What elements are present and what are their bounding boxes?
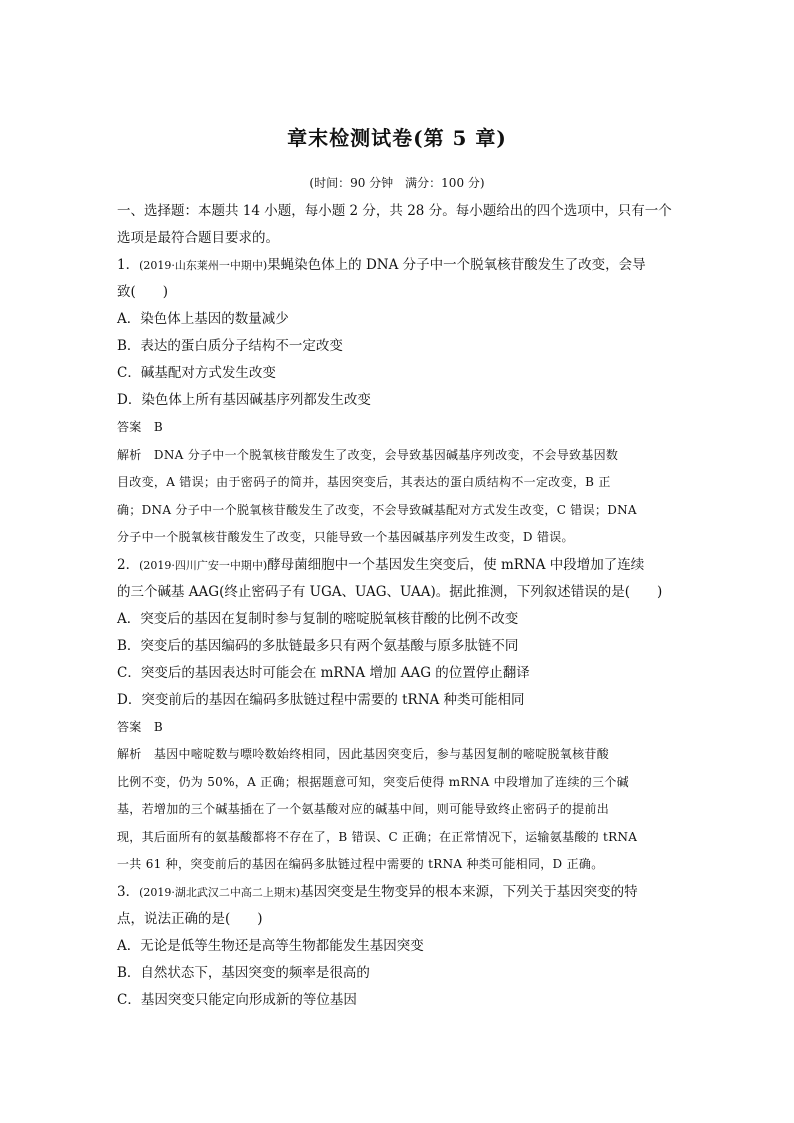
question-2-analysis-line-2: 比例不变，仍为 50%，A 正确；根据题意可知，突变后使得 mRNA 中段增加了连续的三个碱 [117, 774, 629, 789]
question-2-analysis-line-5: 一共 61 种，突变前后的基因在编码多肽链过程中需要的 tRNA 种类可能相同，D 正确。 [117, 857, 604, 871]
question-2-analysis-line-3: 基，若增加的三个碱基插在了一个氨基酸对应的碱基中间，则可能导致终止密码子的提前出 [117, 802, 610, 816]
question-1-analysis-line-2: 目改变，A 错误；由于密码子的简并，基因突变后，其表达的蛋白质结构不一定改变，B 正 [117, 475, 611, 489]
question-source: (2019·山东莱州一中期中) [139, 259, 268, 272]
exam-time-score: (时间：90 分钟 满分：100 分) [309, 176, 485, 190]
question-2-option-a: A．突变后的基因在复制时参与复制的嘧啶脱氧核苷酸的比例不改变 [117, 610, 519, 627]
question-1-option-d: D．染色体上所有基因碱基序列都发生改变 [117, 392, 371, 408]
question-1-stem-line-2: 致( ) [117, 284, 169, 300]
question-number: 1． [117, 257, 140, 273]
question-1-option-a: A．染色体上基因的数量减少 [117, 311, 289, 327]
question-2-answer: 答案 B [117, 719, 164, 734]
question-2-stem-line-1 [117, 552, 683, 579]
question-1-stem-line-1 [117, 252, 683, 279]
question-2-analysis-line-1: 解析 基因中嘧啶数与嘌呤数始终相同，因此基因突变后，参与基因复制的嘧啶脱氧核苷酸 [117, 747, 610, 761]
question-1-option-c: C．碱基配对方式发生改变 [117, 365, 276, 381]
question-stem: 酵母菌细胞中一个基因发生突变后，使 mRNA 中段增加了连续 [267, 556, 645, 573]
question-1-analysis-line-3: 确；DNA 分子中一个脱氧核苷酸发生了改变，不会导致碱基配对方式发生改变，C 错误；DNA [117, 502, 637, 517]
question-1-analysis-line-1: 解析 DNA 分子中一个脱氧核苷酸发生了改变，会导致基因碱基序列改变，不会导致基因数 [117, 447, 619, 462]
question-1-option-b: B．表达的蛋白质分子结构不一定改变 [117, 338, 343, 354]
question-2-option-c: C．突变后的基因表达时可能会在 mRNA 增加 AAG 的位置停止翻译 [117, 664, 530, 681]
question-stem: 基因突变是生物变异的根本来源，下列关于基因突变的特 [300, 883, 638, 900]
question-2-stem-line-2: 的三个碱基 AAG(终止密码子有 UGA、UAG、UAA)。据此推测，下列叙述错误的是( ) [117, 583, 663, 600]
question-1-answer: 答案 B [117, 420, 164, 434]
question-number: 3． [117, 883, 140, 900]
question-2-option-b: B．突变后的基因编码的多肽链最多只有两个氨基酸与原多肽链不同 [117, 637, 519, 654]
question-3-stem-line-2: 点，说法正确的是( ) [117, 910, 263, 927]
question-2-analysis-line-4: 现，其后面所有的氨基酸都将不存在了，B 错误、C 正确；在正常情况下，运输氨基酸的 tRNA [117, 829, 638, 844]
question-source: (2019·四川广安一中期中) [139, 558, 268, 572]
section-instructions-line-1: 一、选择题：本题共 14 小题，每小题 2 分，共 28 分。每小题给出的四个选项中，只有一个 [117, 203, 672, 219]
question-source: (2019·湖北武汉二中高二上期末) [139, 885, 301, 899]
document-body [117, 198, 683, 1014]
question-3-option-b: B．自然状态下，基因突变的频率是很高的 [117, 964, 370, 981]
question-number: 2． [117, 556, 140, 573]
question-3-option-c: C．基因突变只能定向形成新的等位基因 [117, 991, 357, 1008]
question-2-option-d: D．突变前后的基因在编码多肽链过程中需要的 tRNA 种类可能相同 [117, 691, 525, 708]
question-1-analysis-line-4: 分子中一个脱氧核苷酸发生了改变，只能导致一个基因碱基序列发生改变，D 错误。 [117, 530, 574, 544]
question-3-option-a: A．无论是低等生物还是高等生物都能发生基因突变 [117, 937, 424, 954]
question-3-stem-line-1 [117, 879, 683, 906]
page-title: 章末检测试卷(第 5 章) [287, 126, 507, 150]
section-instructions-line-2: 选项是最符合题目要求的。 [117, 230, 279, 246]
question-stem: 果蝇染色体上的 DNA 分子中一个脱氧核苷酸发生了改变，会导 [267, 257, 646, 273]
